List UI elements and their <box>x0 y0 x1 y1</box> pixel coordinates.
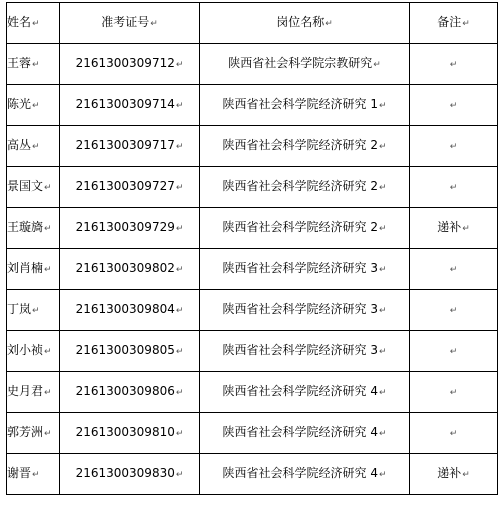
cell-name-text: 景国文 <box>7 179 44 193</box>
paragraph-mark-icon: ↵ <box>373 60 381 70</box>
table-row <box>7 167 498 208</box>
paragraph-mark-icon: ↵ <box>378 306 387 316</box>
paragraph-mark-icon: ↵ <box>449 429 458 439</box>
paragraph-mark-icon: ↵ <box>175 183 184 193</box>
cell-post <box>200 44 410 85</box>
cell-name-text: 刘肖楠 <box>7 261 44 275</box>
header-post <box>200 3 410 44</box>
table-row <box>7 126 498 167</box>
paragraph-mark-icon: ↵ <box>449 347 458 357</box>
cell-post-text: 陕西省社会科学院宗教研究 <box>228 56 373 70</box>
cell-name <box>7 167 60 208</box>
cell-exam-id <box>60 454 200 495</box>
paragraph-mark-icon: ↵ <box>449 101 458 111</box>
table-row <box>7 331 498 372</box>
cell-post <box>200 249 410 290</box>
cell-name-text: 谢晋 <box>7 466 32 480</box>
table-header-row <box>7 3 498 44</box>
header-name <box>7 3 60 44</box>
paragraph-mark-icon: ↵ <box>325 19 333 29</box>
cell-post-text: 陕西省社会科学院经济研究 3 <box>222 302 378 316</box>
cell-note <box>410 126 498 167</box>
table-row <box>7 44 498 85</box>
paragraph-mark-icon: ↵ <box>449 306 458 316</box>
cell-exam-id-text: 2161300309810 <box>75 425 175 439</box>
paragraph-mark-icon: ↵ <box>378 183 387 193</box>
cell-note <box>410 208 498 249</box>
paragraph-mark-icon: ↵ <box>175 388 184 398</box>
paragraph-mark-icon: ↵ <box>32 142 40 152</box>
cell-note <box>410 290 498 331</box>
candidate-table <box>6 2 498 495</box>
cell-note <box>410 331 498 372</box>
table-row <box>7 208 498 249</box>
paragraph-mark-icon: ↵ <box>449 265 458 275</box>
cell-post-text: 陕西省社会科学院经济研究 4 <box>222 384 378 398</box>
cell-name-text: 陈光 <box>7 97 32 111</box>
paragraph-mark-icon: ↵ <box>449 388 458 398</box>
table-row <box>7 85 498 126</box>
paragraph-mark-icon: ↵ <box>378 265 387 275</box>
paragraph-mark-icon: ↵ <box>378 470 387 480</box>
cell-name <box>7 249 60 290</box>
cell-name <box>7 454 60 495</box>
cell-exam-id-text: 2161300309802 <box>75 261 175 275</box>
paragraph-mark-icon: ↵ <box>378 388 387 398</box>
paragraph-mark-icon: ↵ <box>32 101 40 111</box>
cell-exam-id-text: 2161300309830 <box>75 466 175 480</box>
header-exam-id-label: 准考证号 <box>101 15 150 29</box>
cell-name-text: 史月君 <box>7 384 44 398</box>
cell-exam-id <box>60 44 200 85</box>
paragraph-mark-icon: ↵ <box>175 224 184 234</box>
cell-post <box>200 331 410 372</box>
cell-post-text: 陕西省社会科学院经济研究 2 <box>222 220 378 234</box>
cell-post-text: 陕西省社会科学院经济研究 2 <box>222 179 378 193</box>
cell-name-text: 刘小祯 <box>7 343 44 357</box>
cell-exam-id <box>60 372 200 413</box>
cell-exam-id-text: 2161300309804 <box>75 302 175 316</box>
paragraph-mark-icon: ↵ <box>378 101 387 111</box>
cell-name-text: 郭芳洲 <box>7 425 44 439</box>
cell-post-text: 陕西省社会科学院经济研究 4 <box>222 466 378 480</box>
table-row <box>7 372 498 413</box>
paragraph-mark-icon: ↵ <box>378 429 387 439</box>
cell-exam-id <box>60 126 200 167</box>
paragraph-mark-icon: ↵ <box>462 470 470 480</box>
cell-post <box>200 85 410 126</box>
cell-post <box>200 290 410 331</box>
paragraph-mark-icon: ↵ <box>32 306 40 316</box>
paragraph-mark-icon: ↵ <box>44 347 52 357</box>
cell-exam-id <box>60 413 200 454</box>
paragraph-mark-icon: ↵ <box>449 183 458 193</box>
paragraph-mark-icon: ↵ <box>32 19 40 29</box>
cell-name-text: 高丛 <box>7 138 32 152</box>
cell-note <box>410 44 498 85</box>
cell-exam-id-text: 2161300309712 <box>75 56 175 70</box>
paragraph-mark-icon: ↵ <box>175 265 184 275</box>
cell-name <box>7 44 60 85</box>
cell-note-text: 递补 <box>437 220 462 234</box>
cell-exam-id <box>60 290 200 331</box>
cell-name <box>7 331 60 372</box>
paragraph-mark-icon: ↵ <box>378 347 387 357</box>
paragraph-mark-icon: ↵ <box>44 183 52 193</box>
paragraph-mark-icon: ↵ <box>378 224 387 234</box>
paragraph-mark-icon: ↵ <box>175 101 184 111</box>
paragraph-mark-icon: ↵ <box>44 429 52 439</box>
paragraph-mark-icon: ↵ <box>175 306 184 316</box>
cell-name <box>7 85 60 126</box>
cell-note <box>410 249 498 290</box>
cell-name <box>7 372 60 413</box>
paragraph-mark-icon: ↵ <box>449 142 458 152</box>
cell-exam-id <box>60 85 200 126</box>
table-row <box>7 413 498 454</box>
cell-exam-id <box>60 208 200 249</box>
cell-post <box>200 167 410 208</box>
paragraph-mark-icon: ↵ <box>32 470 40 480</box>
cell-exam-id-text: 2161300309729 <box>75 220 175 234</box>
paragraph-mark-icon: ↵ <box>175 429 184 439</box>
table-row <box>7 290 498 331</box>
header-note-label: 备注 <box>437 15 462 29</box>
cell-exam-id <box>60 331 200 372</box>
paragraph-mark-icon: ↵ <box>175 142 184 152</box>
cell-post <box>200 126 410 167</box>
cell-exam-id <box>60 249 200 290</box>
cell-name-text: 丁岚 <box>7 302 32 316</box>
cell-post-text: 陕西省社会科学院经济研究 3 <box>222 261 378 275</box>
cell-post <box>200 208 410 249</box>
header-note <box>410 3 498 44</box>
cell-post-text: 陕西省社会科学院经济研究 2 <box>222 138 378 152</box>
cell-name <box>7 126 60 167</box>
paragraph-mark-icon: ↵ <box>150 19 158 29</box>
paragraph-mark-icon: ↵ <box>44 265 52 275</box>
cell-exam-id-text: 2161300309727 <box>75 179 175 193</box>
table-row <box>7 249 498 290</box>
paragraph-mark-icon: ↵ <box>44 224 52 234</box>
cell-post <box>200 372 410 413</box>
header-exam-id <box>60 3 200 44</box>
paragraph-mark-icon: ↵ <box>462 224 470 234</box>
cell-note <box>410 454 498 495</box>
header-name-label: 姓名 <box>7 15 32 29</box>
cell-exam-id-text: 2161300309714 <box>75 97 175 111</box>
cell-post-text: 陕西省社会科学院经济研究 3 <box>222 343 378 357</box>
cell-name-text: 王璇旖 <box>7 220 44 234</box>
paragraph-mark-icon: ↵ <box>378 142 387 152</box>
cell-exam-id <box>60 167 200 208</box>
cell-post-text: 陕西省社会科学院经济研究 1 <box>222 97 378 111</box>
cell-post <box>200 413 410 454</box>
cell-name <box>7 413 60 454</box>
cell-note <box>410 85 498 126</box>
header-post-label: 岗位名称 <box>276 15 325 29</box>
cell-name <box>7 290 60 331</box>
paragraph-mark-icon: ↵ <box>175 347 184 357</box>
cell-exam-id-text: 2161300309805 <box>75 343 175 357</box>
cell-note-text: 递补 <box>437 466 462 480</box>
paragraph-mark-icon: ↵ <box>449 60 458 70</box>
cell-exam-id-text: 2161300309717 <box>75 138 175 152</box>
paragraph-mark-icon: ↵ <box>44 388 52 398</box>
table-row <box>7 454 498 495</box>
cell-name-text: 王蓉 <box>7 56 32 70</box>
cell-note <box>410 413 498 454</box>
cell-note <box>410 167 498 208</box>
cell-post <box>200 454 410 495</box>
paragraph-mark-icon: ↵ <box>462 19 470 29</box>
paragraph-mark-icon: ↵ <box>175 470 184 480</box>
paragraph-mark-icon: ↵ <box>32 60 40 70</box>
cell-exam-id-text: 2161300309806 <box>75 384 175 398</box>
table-body <box>7 3 498 495</box>
paragraph-mark-icon: ↵ <box>175 60 184 70</box>
cell-name <box>7 208 60 249</box>
cell-post-text: 陕西省社会科学院经济研究 4 <box>222 425 378 439</box>
cell-note <box>410 372 498 413</box>
